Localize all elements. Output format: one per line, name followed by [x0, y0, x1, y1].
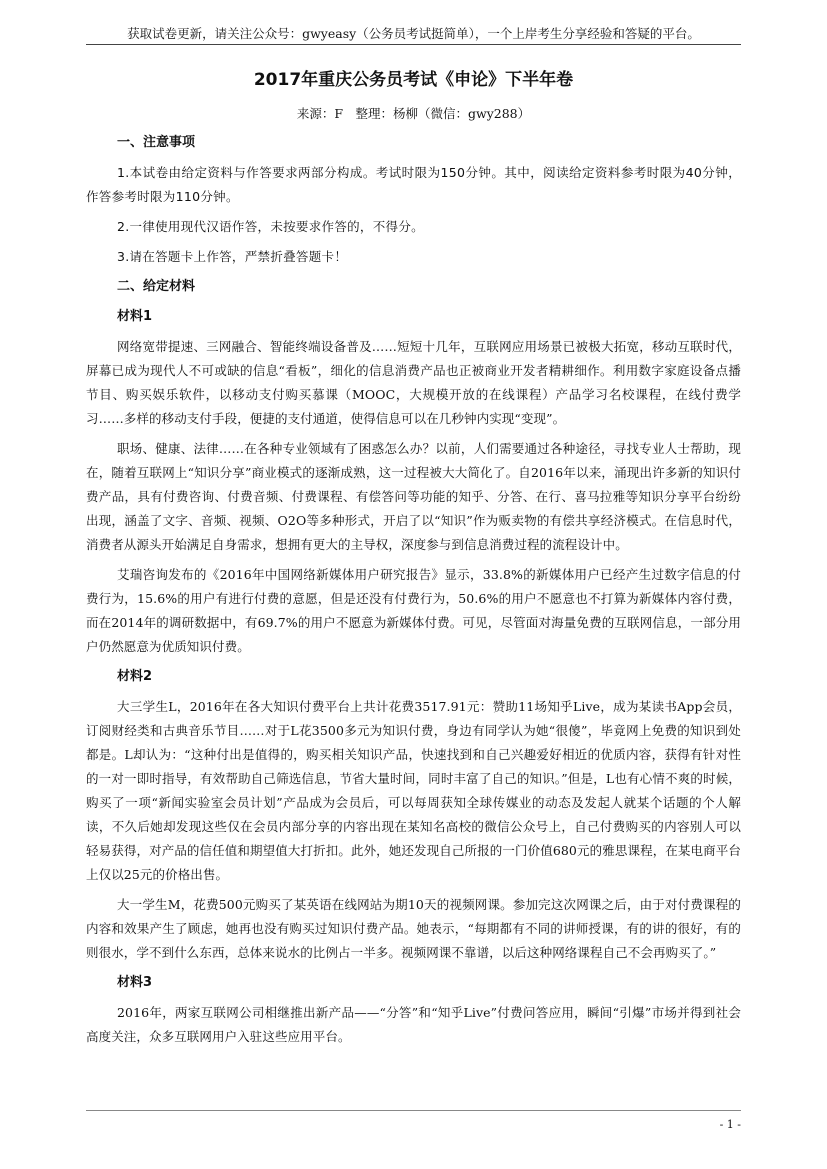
material-3-heading: 材料3	[117, 975, 153, 990]
material-2-heading: 材料2	[117, 669, 153, 684]
material-2-paragraph-1: 大三学生L，2016年在各大知识付费平台上共计花费3517.91元：赞助11场知乎Live，成为某读书App会员，订阅财经类和古典音乐节目……对于L花3500多元为知识付费，身边有同学认为她“很傻”，毕竟网上免费的知识到处都是。L却认为：“这种付出是值得的，购买相关知识产品，快速找到和自己兴趣爱好相近的优质内容，获得有针对性的一对一即时指导，有效帮助自己筛选信息，节省大量时间，同时丰富了自己的知识。”但是，L也有心情不爽的时候，购买了一项“新闻实验室会员计划”产品成为会员后，可以每周获知全球传媒业的动态及发起人就某个话题的个人解读，不久后她却发现这些仅在会员内部分享的内容出现在某知名高校的微信公众号上，自己付费购买的内容别人可以轻易获得，对产品的信任值和期望值大打折扣。此外，她还发现自己所报的一门价值680元的雅思课程，在某电商平台上仅以25元的价格出售。	[86, 699, 741, 882]
material-1-heading: 材料1	[117, 309, 153, 324]
material-1-paragraph-2: 职场、健康、法律……在各种专业领域有了困惑怎么办？以前，人们需要通过各种途径，寻找专业人士帮助，现在，随着互联网上“知识分享”商业模式的逐渐成熟，这一过程被大大简化了。自2016年以来，涌现出许多新的知识付费产品，具有付费咨询、付费音频、付费课程、有偿答问等功能的知乎、分答、在行、喜马拉雅等知识分享平台纷纷出现，涵盖了文字、音频、视频、O2O等多种形式，开启了以“知识”作为贩卖物的有偿共享经济模式。在信息时代，消费者从源头开始满足自身需求，想拥有更大的主导权，深度参与到信息消费过程的流程设计中。	[86, 441, 741, 552]
document-title: 2017年重庆公务员考试《申论》下半年卷	[253, 70, 574, 90]
material-1-paragraph-1: 网络宽带提速、三网融合、智能终端设备普及……短短十几年，互联网应用场景已被极大拓宽，移动互联时代，屏幕已成为现代人不可或缺的信息“看板”，细化的信息消费产品也正被商业开发者精耕细作。利用数字家庭设备点播节目、购买娱乐软件，以移动支付购买慕课（MOOC，大规模开放的在线课程）产品学习名校课程，在线付费学习……多样的移动支付手段，便捷的支付通道，使得信息可以在几秒钟内实现“变现”。	[86, 339, 741, 426]
footer-divider	[86, 1110, 741, 1111]
document-body	[86, 131, 741, 1055]
header-divider	[86, 44, 741, 45]
section-heading-materials: 二、给定材料	[117, 279, 196, 294]
material-1-paragraph-3: 艾瑞咨询发布的《2016年中国网络新媒体用户研究报告》显示，33.8%的新媒体用户已经产生过数字信息的付费行为，15.6%的用户有进行付费的意愿，但是还没有付费行为，50.6%的用户不愿意也不打算为新媒体内容付费，而在2014年的调研数据中，有69.7%的用户不愿意为新媒体付费。可见，尽管面对海量免费的互联网信息，一部分用户仍然愿意为优质知识付费。	[86, 567, 741, 654]
material-2-paragraph-2: 大一学生M，花费500元购买了某英语在线网站为期10天的视频网课。参加完这次网课之后，由于对付费课程的内容和效果产生了顾虑，她再也没有购买过知识付费产品。她表示，“每期都有不同的讲师授课，有的讲的很好，有的则很水，学不到什么东西，总体来说水的比例占一半多。视频网课不靠谱，以后这种网络课程自己不会再购买了。”	[86, 897, 741, 960]
notice-item-1: 1.本试卷由给定资料与作答要求两部分构成。考试时限为150分钟。其中，阅读给定资料参考时限为40分钟，作答参考时限为110分钟。	[86, 165, 741, 204]
section-heading-notes: 一、注意事项	[117, 135, 196, 150]
top-notice: 获取试卷更新，请关注公众号：gwyeasy（公务员考试挺简单），一个上岸考生分享经验和答疑的平台。	[127, 26, 700, 41]
material-3-paragraph-1: 2016年，两家互联网公司相继推出新产品——“分答”和“知乎Live”付费问答应用，瞬间“引爆”市场并得到社会高度关注，众多互联网用户入驻这些应用平台。	[86, 1005, 741, 1044]
notice-item-3: 3.请在答题卡上作答，严禁折叠答题卡！	[117, 249, 348, 264]
page-number: - 1 -	[719, 1118, 741, 1131]
notice-item-2: 2.一律使用现代汉语作答，未按要求作答的，不得分。	[117, 219, 424, 234]
document-source: 来源：F 整理：杨柳（微信：gwy288）	[296, 106, 531, 121]
